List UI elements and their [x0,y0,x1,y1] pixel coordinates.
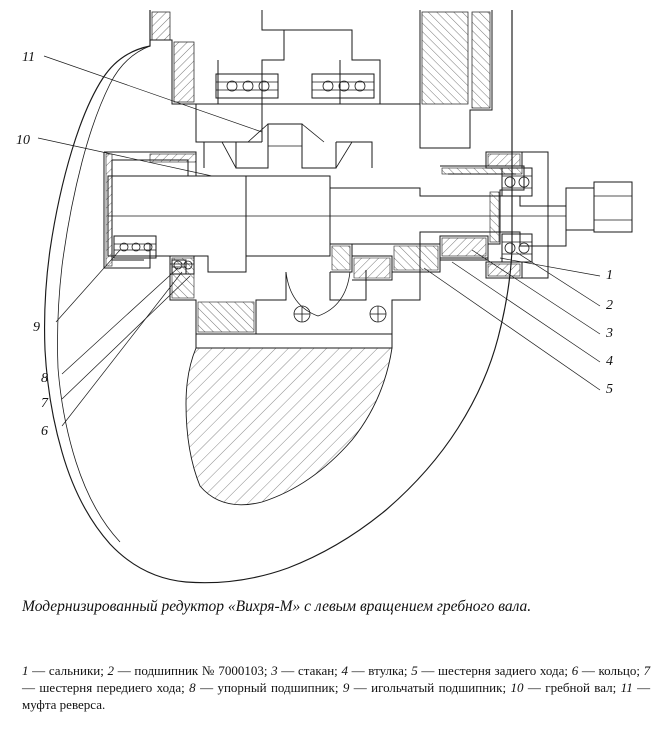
legend-item [189,680,338,695]
callout-3: 3 [606,326,613,341]
legend-number: 6 [571,663,579,678]
legend-item [510,680,616,695]
legend-separator: — [349,680,372,696]
figure-caption: Модернизированный редуктор «Вихря-М» с левым вращением гребного вала. [22,598,532,615]
legend-item [341,663,407,678]
figure-legend [22,662,650,713]
legend-number: 9 [342,680,350,696]
legend-separator: — [632,680,651,696]
callout-7: 7 [41,396,48,411]
legend-item [343,680,506,695]
legend-text: стакан; [297,663,338,678]
bushing-4 [440,236,488,258]
legend-item [22,663,104,678]
legend-separator: — [417,663,439,678]
legend-text: игольчатый подшипник; [371,680,507,696]
callout-9: 9 [33,320,40,335]
callout-1: 1 [606,268,613,283]
legend-text: упорный подшипник; [217,680,339,696]
legend-number: 10 [510,680,524,696]
upper-housing-section [150,10,492,148]
legend-number: 3 [271,663,278,678]
legend-number: 5 [411,663,418,678]
legend-text: гребной вал; [545,680,617,696]
legend-item [108,663,268,678]
callout-5: 5 [606,382,613,397]
forward-gear-7 [330,244,392,280]
legend-separator: — [114,663,135,678]
legend-separator: — [28,663,49,678]
callout-10: 10 [16,133,30,148]
legend-text: муфта реверса. [22,697,106,713]
legend-item [271,663,338,678]
callout-11: 11 [22,50,35,65]
legend-item [572,663,640,678]
legend-text: шестерня передиего хода; [39,680,185,696]
callout-8: 8 [41,371,48,386]
legend-number: 4 [341,663,348,678]
callout-2: 2 [606,298,613,313]
reverse-clutch [204,124,372,168]
legend-separator: — [22,680,40,696]
callout-4: 4 [606,354,613,369]
reverse-gear-5 [392,244,440,272]
legend-item [411,663,568,678]
legend-number: 1 [22,663,29,678]
callout-6: 6 [41,424,48,439]
legend-number: 8 [189,680,196,696]
legend-separator: — [578,663,599,678]
legend-separator: — [347,663,369,678]
legend-number: 2 [107,663,115,678]
legend-number: 11 [620,680,633,696]
legend-text: кольцо; [598,663,640,678]
legend-separator: — [195,680,218,696]
lower-housing-hatch [186,348,392,505]
ball-bearing-2 [502,168,532,262]
main-shaft [108,176,632,272]
upper-bearing-left [216,74,278,98]
legend-text: сальники; [48,663,104,678]
legend-text: втулка; [368,663,408,678]
legend-separator: — [277,663,298,678]
legend-separator: — [523,680,546,696]
legend-text: шестерня задиего хода; [438,663,569,678]
upper-bearing-right [312,74,374,98]
legend-number: 7 [643,663,651,678]
legend-text: подшипник № 7000103; [134,663,268,678]
